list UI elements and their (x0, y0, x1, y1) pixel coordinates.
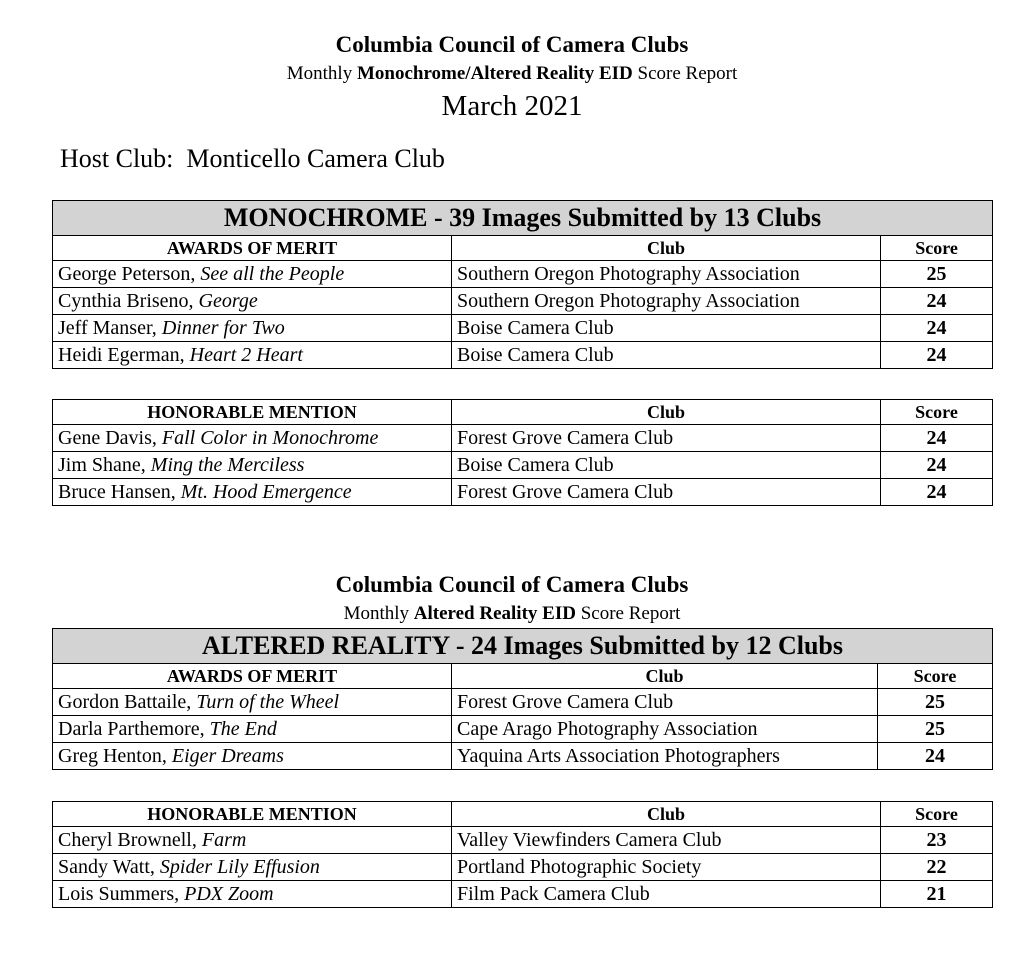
report-month: March 2021 (441, 90, 583, 122)
table-row (53, 288, 993, 315)
entrant-name: Greg Henton, (58, 745, 172, 767)
image-title: Eiger Dreams (171, 745, 284, 767)
entry-cell (53, 743, 452, 770)
header-row (53, 802, 993, 827)
club-cell: Forest Grove Camera Club (452, 425, 881, 452)
subtitle-category: Monochrome/Altered Reality EID (356, 63, 633, 84)
image-title: Turn of the Wheel (196, 691, 340, 713)
table-row (53, 716, 993, 743)
entrant-name: George Peterson, (58, 263, 201, 285)
club-cell: Cape Arago Photography Association (452, 716, 878, 743)
table-row (53, 743, 993, 770)
col-header-score: Score (881, 400, 993, 425)
entrant-name: Bruce Hansen, (58, 481, 181, 503)
entrant-name: Cheryl Brownell, (58, 829, 202, 851)
image-title: Fall Color in Monochrome (161, 427, 379, 449)
image-title: Spider Lily Effusion (159, 856, 320, 878)
header-row (53, 400, 993, 425)
monochrome-banner: MONOCHROME - 39 Images Submitted by 13 Clubs (53, 201, 993, 236)
header-row (53, 664, 993, 689)
table-row (53, 689, 993, 716)
col-header-club: Club (452, 802, 881, 827)
club-cell: Forest Grove Camera Club (452, 689, 878, 716)
monochrome-honorable-table (52, 399, 993, 506)
entry-cell (53, 342, 452, 369)
score-cell: 21 (881, 881, 993, 908)
col-header-award: HONORABLE MENTION (53, 802, 452, 827)
altered-banner-row (53, 629, 993, 664)
score-cell: 24 (881, 342, 993, 369)
club-cell: Valley Viewfinders Camera Club (452, 827, 881, 854)
score-cell: 24 (878, 743, 993, 770)
image-title: Farm (201, 829, 247, 851)
club-cell: Boise Camera Club (452, 315, 881, 342)
club-cell: Portland Photographic Society (452, 854, 881, 881)
club-cell: Boise Camera Club (452, 452, 881, 479)
entrant-name: Gene Davis, (58, 427, 162, 449)
score-cell: 24 (881, 425, 993, 452)
image-title: Dinner for Two (161, 317, 285, 339)
entry-cell (53, 288, 452, 315)
table-row (53, 315, 993, 342)
entrant-name: Lois Summers, (58, 883, 185, 905)
score-cell: 24 (881, 315, 993, 342)
club-cell: Film Pack Camera Club (452, 881, 881, 908)
table-row (53, 342, 993, 369)
club-cell: Southern Oregon Photography Association (452, 288, 881, 315)
table-row (53, 425, 993, 452)
entry-cell (53, 479, 452, 506)
table-row (53, 827, 993, 854)
image-title: Ming the Merciless (150, 454, 305, 476)
header-row (53, 236, 993, 261)
image-title: Heart 2 Heart (189, 344, 303, 366)
col-header-score: Score (881, 802, 993, 827)
score-cell: 23 (881, 827, 993, 854)
image-title: PDX Zoom (184, 883, 274, 905)
host-club-name: Monticello Camera Club (186, 144, 445, 173)
col-header-award: AWARDS OF MERIT (53, 236, 452, 261)
entry-cell (53, 689, 452, 716)
report2-organization: Columbia Council of Camera Clubs (335, 572, 689, 597)
club-cell: Yaquina Arts Association Photographers (452, 743, 878, 770)
image-title: Mt. Hood Emergence (180, 481, 352, 503)
subtitle-category: Altered Reality EID (413, 603, 576, 624)
entry-cell (53, 854, 452, 881)
report-organization: Columbia Council of Camera Clubs (335, 32, 689, 57)
host-club-label: Host Club: (60, 144, 174, 173)
entrant-name: Gordon Battaile, (58, 691, 197, 713)
subtitle-suffix: Score Report (632, 63, 738, 84)
entrant-name: Jim Shane, (58, 454, 151, 476)
image-title: George (198, 290, 258, 312)
entry-cell (53, 315, 452, 342)
image-title: See all the People (200, 263, 345, 285)
entry-cell (53, 261, 452, 288)
score-cell: 24 (881, 288, 993, 315)
table-row (53, 479, 993, 506)
entrant-name: Sandy Watt, (58, 856, 160, 878)
score-cell: 24 (881, 479, 993, 506)
report2-subtitle (0, 603, 1024, 625)
table-row (53, 261, 993, 288)
subtitle-prefix: Monthly (286, 63, 357, 84)
score-cell: 24 (881, 452, 993, 479)
altered-honorable-table (52, 801, 993, 908)
score-cell: 25 (878, 716, 993, 743)
score-cell: 25 (878, 689, 993, 716)
table-row (53, 854, 993, 881)
entrant-name: Heidi Egerman, (58, 344, 190, 366)
subtitle-suffix: Score Report (575, 603, 681, 624)
altered-banner: ALTERED REALITY - 24 Images Submitted by 12 Clubs (53, 629, 993, 664)
monochrome-banner-row (53, 201, 993, 236)
entry-cell (53, 881, 452, 908)
col-header-award: HONORABLE MENTION (53, 400, 452, 425)
entry-cell (53, 452, 452, 479)
table-row (53, 452, 993, 479)
col-header-club: Club (452, 400, 881, 425)
entrant-name: Jeff Manser, (58, 317, 162, 339)
club-cell: Boise Camera Club (452, 342, 881, 369)
col-header-club: Club (452, 236, 881, 261)
score-cell: 25 (881, 261, 993, 288)
club-cell: Forest Grove Camera Club (452, 479, 881, 506)
report-subtitle (0, 63, 1024, 85)
col-header-award: AWARDS OF MERIT (53, 664, 452, 689)
entry-cell (53, 425, 452, 452)
col-header-club: Club (452, 664, 878, 689)
col-header-score: Score (881, 236, 993, 261)
entrant-name: Darla Parthemore, (58, 718, 210, 740)
col-header-score: Score (878, 664, 993, 689)
image-title: The End (209, 718, 277, 740)
monochrome-merit-table (52, 200, 993, 369)
score-cell: 22 (881, 854, 993, 881)
club-cell: Southern Oregon Photography Association (452, 261, 881, 288)
entrant-name: Cynthia Briseno, (58, 290, 199, 312)
table-row (53, 881, 993, 908)
altered-merit-table (52, 628, 993, 770)
entry-cell (53, 827, 452, 854)
subtitle-prefix: Monthly (343, 603, 414, 624)
entry-cell (53, 716, 452, 743)
host-club-line (60, 144, 445, 174)
